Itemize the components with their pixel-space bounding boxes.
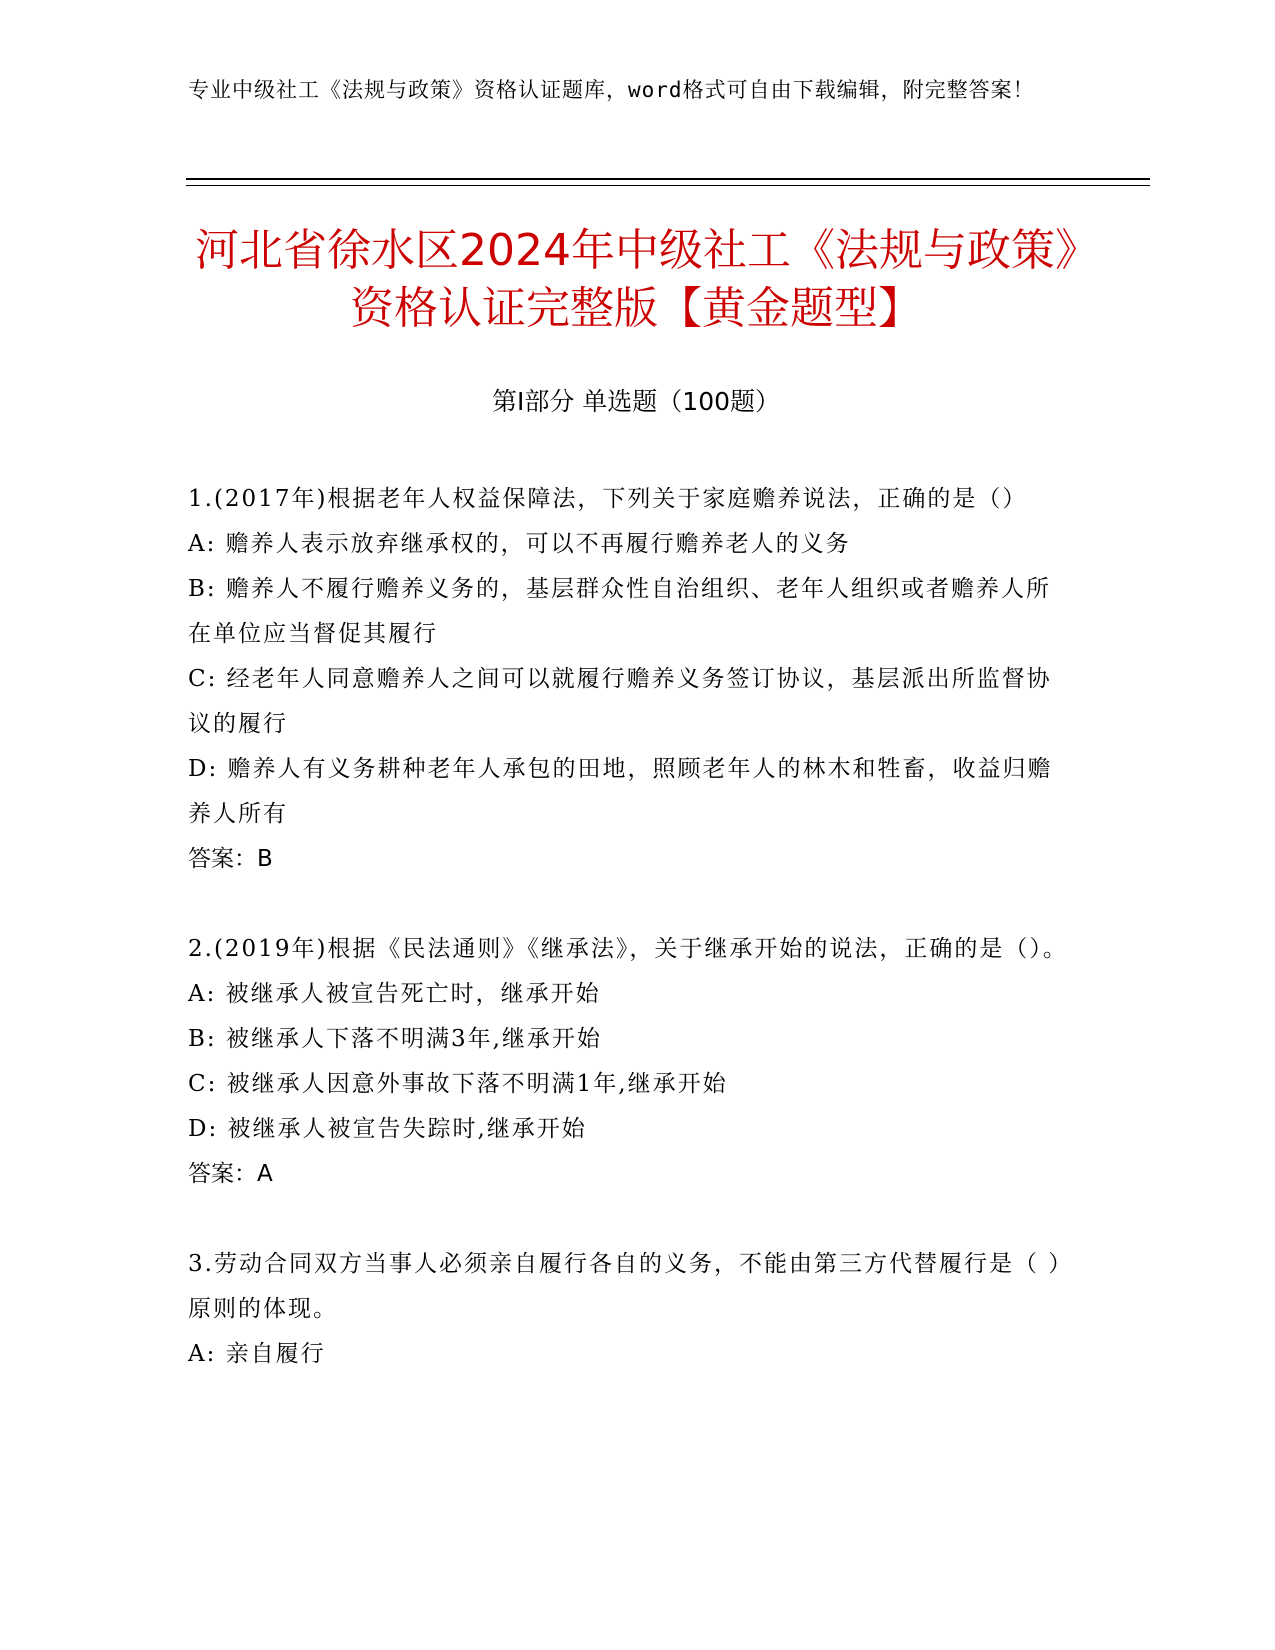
option-d: D: 赡养人有义务耕种老年人承包的田地，照顾老年人的林木和牲畜，收益归赡养人所有: [188, 756, 1053, 827]
question-3: [188, 1242, 1068, 1377]
question-2: [188, 927, 1068, 1197]
option-b: B: 被继承人下落不明满3年,继承开始: [188, 1026, 602, 1052]
question-spacer: [188, 882, 1068, 927]
question-spacer: [188, 1197, 1068, 1242]
document-title: 河北省徐水区2024年中级社工《法规与政策》资格认证完整版【黄金题型】: [195, 225, 1077, 334]
question-1: [188, 477, 1068, 882]
option-a: A: 亲自履行: [188, 1341, 326, 1367]
option-c: C: 被继承人因意外事故下落不明满1年,继承开始: [188, 1071, 728, 1097]
question-stem: 1.(2017年)根据老年人权益保障法，下列关于家庭赡养说法，正确的是（）: [188, 486, 1028, 512]
option-d: D: 被继承人被宣告失踪时,继承开始: [188, 1116, 587, 1142]
question-stem: 3.劳动合同双方当事人必须亲自履行各自的义务，不能由第三方代替履行是（ ）原则的体现。: [188, 1251, 1062, 1322]
question-list: [188, 477, 1068, 1377]
answer-line: 答案：A: [188, 1161, 273, 1187]
header-divider-thick: [186, 178, 1150, 180]
section-title: 第I部分 单选题（100题）: [491, 387, 781, 416]
header-note: 专业中级社工《法规与政策》资格认证题库，word格式可自由下载编辑，附完整答案！: [188, 78, 1035, 102]
option-b: B: 赡养人不履行赡养义务的，基层群众性自治组织、老年人组织或者赡养人所在单位应当督促其履行: [188, 576, 1051, 647]
option-a: A: 被继承人被宣告死亡时，继承开始: [188, 981, 601, 1007]
answer-line: 答案：B: [188, 846, 273, 872]
option-c: C: 经老年人同意赡养人之间可以就履行赡养义务签订协议，基层派出所监督协议的履行: [188, 666, 1052, 737]
header-divider-thin: [186, 185, 1150, 186]
question-stem: 2.(2019年)根据《民法通则》《继承法》，关于继承开始的说法，正确的是（）。: [188, 936, 1068, 962]
option-a: A: 赡养人表示放弃继承权的，可以不再履行赡养老人的义务: [188, 531, 851, 557]
